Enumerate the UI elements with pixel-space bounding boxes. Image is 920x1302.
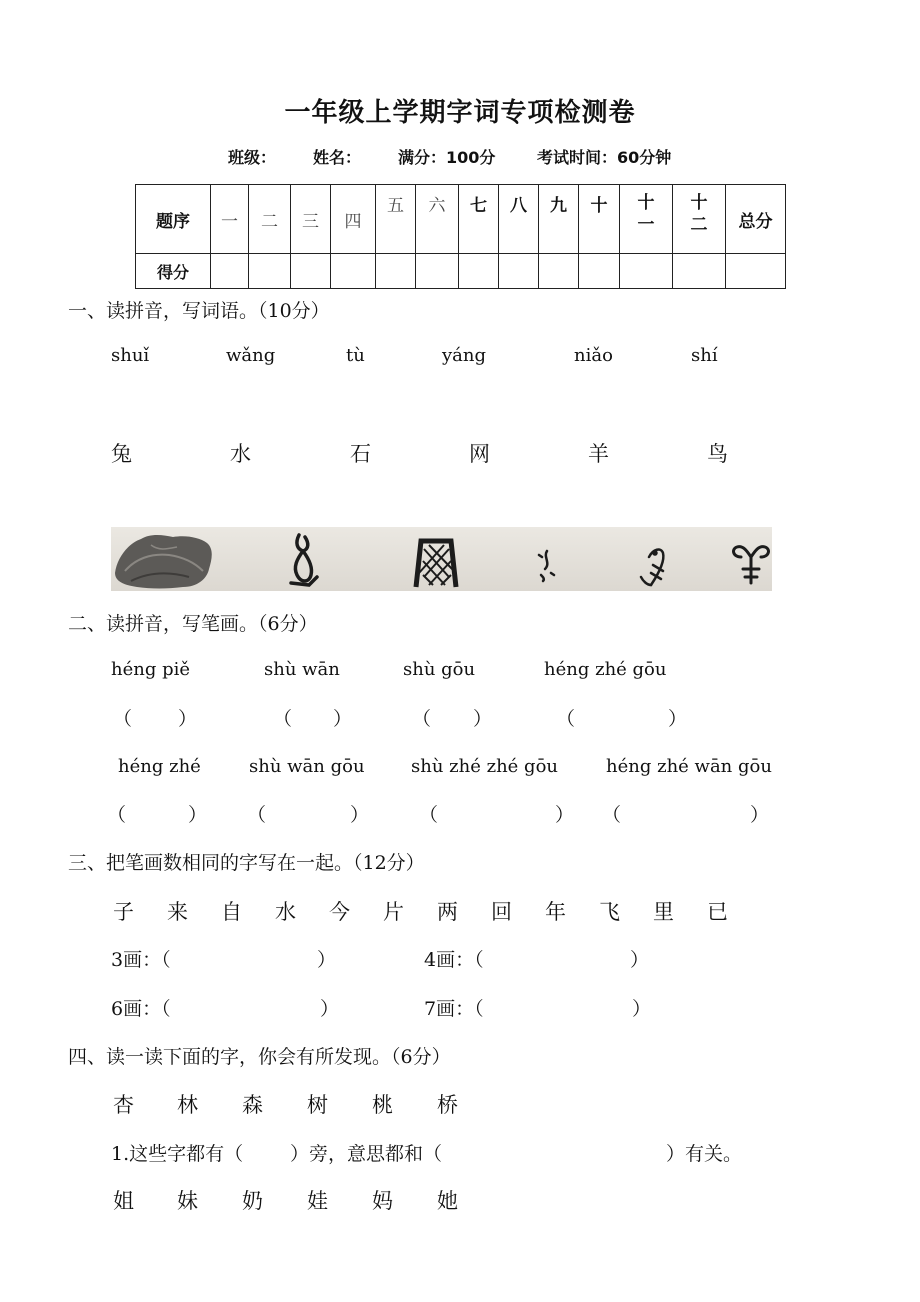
score-cell[interactable] (620, 254, 673, 289)
paren-open: （ (273, 708, 293, 730)
pinyin-item: wǎng (226, 345, 276, 366)
char-item: 网 (469, 442, 490, 466)
net-pictogram-icon (416, 541, 456, 587)
char-item: 妈 (372, 1189, 393, 1213)
score-cell[interactable] (211, 254, 249, 289)
q1-part1: 1.这些字都有（ (111, 1143, 244, 1165)
rabbit-pictogram-icon (291, 535, 317, 585)
char-item: 今 (329, 900, 350, 924)
col-8: 八 (499, 185, 539, 254)
col-5: 五 (376, 185, 416, 254)
paren-close: ） (750, 804, 770, 826)
char-item: 林 (177, 1093, 198, 1117)
question-order-label: 题序 (136, 185, 211, 254)
char-item: 妹 (177, 1189, 198, 1213)
score-cell[interactable] (539, 254, 579, 289)
char-item: 兔 (111, 442, 132, 466)
col-12: 十 二 (673, 185, 726, 254)
char-item: 年 (545, 900, 566, 924)
char-item: 姐 (113, 1189, 134, 1213)
paren-close: ） (178, 708, 198, 730)
paren-open: （ (412, 708, 432, 730)
pictogram-svg (111, 527, 772, 591)
pinyin-item: tù (346, 345, 365, 366)
score-cell[interactable] (579, 254, 620, 289)
stroke-pinyin: héng zhé gōu (544, 659, 667, 680)
col-3: 三 (291, 185, 331, 254)
pinyin-item: yáng (442, 345, 487, 366)
group-4-strokes: 4画：（ (424, 949, 484, 971)
pinyin-item: niǎo (574, 345, 613, 366)
score-cell[interactable] (249, 254, 291, 289)
char-item: 杏 (113, 1093, 134, 1117)
total-score-cell[interactable] (726, 254, 786, 289)
pinyin-item: shuǐ (111, 345, 150, 366)
col-10: 十 (579, 185, 620, 254)
char-item: 已 (707, 900, 728, 924)
group-7-strokes: 7画：（ (424, 998, 484, 1020)
paren-open: （ (247, 804, 267, 826)
stroke-pinyin: shù zhé zhé gōu (411, 756, 558, 777)
char-item: 她 (437, 1189, 458, 1213)
char-item: 自 (221, 900, 242, 924)
paren-close: ） (555, 804, 575, 826)
paren-open: （ (419, 804, 439, 826)
group-3-strokes: 3画：（ (111, 949, 171, 971)
full-score: 满分：100分 (398, 148, 496, 167)
col-1: 一 (211, 185, 249, 254)
score-table (135, 184, 786, 289)
col-6: 六 (416, 185, 459, 254)
q1-part2: ）旁，意思都和（ (290, 1143, 443, 1165)
char-item: 里 (653, 900, 674, 924)
char-item: 飞 (599, 900, 620, 924)
exam-time: 考试时间：60分钟 (537, 148, 672, 167)
section3-heading: 三、把笔画数相同的字写在一起。（12分） (68, 852, 425, 874)
char-item: 水 (275, 900, 296, 924)
score-cell[interactable] (416, 254, 459, 289)
char-item: 子 (113, 900, 134, 924)
sheep-pictogram-icon (734, 547, 769, 583)
water-pictogram-icon (539, 551, 554, 581)
section2-heading: 二、读拼音，写笔画。（6分） (68, 613, 318, 635)
paren-open: （ (113, 708, 133, 730)
page-title: 一年级上学期字词专项检测卷 (284, 98, 636, 128)
paren-close: ） (668, 708, 688, 730)
char-item: 奶 (242, 1189, 263, 1213)
col-11: 十 一 (620, 185, 673, 254)
group-6-strokes: 6画：（ (111, 998, 171, 1020)
paren-open: （ (107, 804, 127, 826)
paren-open: （ (602, 804, 622, 826)
stroke-pinyin: shù wān gōu (249, 756, 365, 777)
section4-heading: 四、读一读下面的字，你会有所发现。（6分） (68, 1046, 451, 1068)
paren-close: ） (473, 708, 493, 730)
paren-close: ） (632, 998, 652, 1020)
bird-pictogram-icon (641, 550, 663, 585)
char-item: 树 (307, 1093, 328, 1117)
col-9: 九 (539, 185, 579, 254)
char-item: 回 (491, 900, 512, 924)
score-table-score-row (136, 254, 786, 289)
col-2: 二 (249, 185, 291, 254)
paren-open: （ (556, 708, 576, 730)
rock-pictogram-icon (115, 535, 212, 589)
score-cell[interactable] (499, 254, 539, 289)
stroke-pinyin: héng piě (111, 659, 191, 680)
paren-close: ） (333, 708, 353, 730)
char-item: 石 (350, 442, 371, 466)
stroke-pinyin: héng zhé (118, 756, 201, 777)
score-cell[interactable] (376, 254, 416, 289)
char-item: 羊 (588, 442, 609, 466)
paren-close: ） (320, 998, 340, 1020)
stroke-pinyin: héng zhé wān gōu (606, 756, 772, 777)
stroke-pinyin: shù gōu (403, 659, 476, 680)
name-label: 姓名： (313, 148, 362, 167)
q1-part3: ）有关。 (666, 1143, 743, 1165)
char-item: 水 (230, 442, 251, 466)
paren-close: ） (630, 949, 650, 971)
score-cell[interactable] (331, 254, 376, 289)
col-4: 四 (331, 185, 376, 254)
char-item: 森 (242, 1093, 263, 1117)
col-7: 七 (459, 185, 499, 254)
total-label: 总分 (726, 185, 786, 254)
char-item: 鸟 (707, 442, 728, 466)
score-label: 得分 (136, 254, 211, 289)
score-cell[interactable] (673, 254, 726, 289)
paren-close: ） (350, 804, 370, 826)
char-item: 桃 (372, 1093, 393, 1117)
char-item: 来 (167, 900, 188, 924)
score-table-header-row (136, 185, 786, 254)
paren-close: ） (188, 804, 208, 826)
char-item: 两 (437, 900, 458, 924)
section1-heading: 一、读拼音，写词语。（10分） (68, 300, 330, 322)
pictogram-strip (111, 527, 772, 591)
char-item: 片 (383, 900, 404, 924)
score-cell[interactable] (291, 254, 331, 289)
pinyin-item: shí (691, 345, 718, 366)
score-cell[interactable] (459, 254, 499, 289)
class-label: 班级： (228, 148, 277, 167)
stroke-pinyin: shù wān (264, 659, 340, 680)
char-item: 桥 (437, 1093, 458, 1117)
char-item: 娃 (307, 1189, 328, 1213)
paren-close: ） (317, 949, 337, 971)
